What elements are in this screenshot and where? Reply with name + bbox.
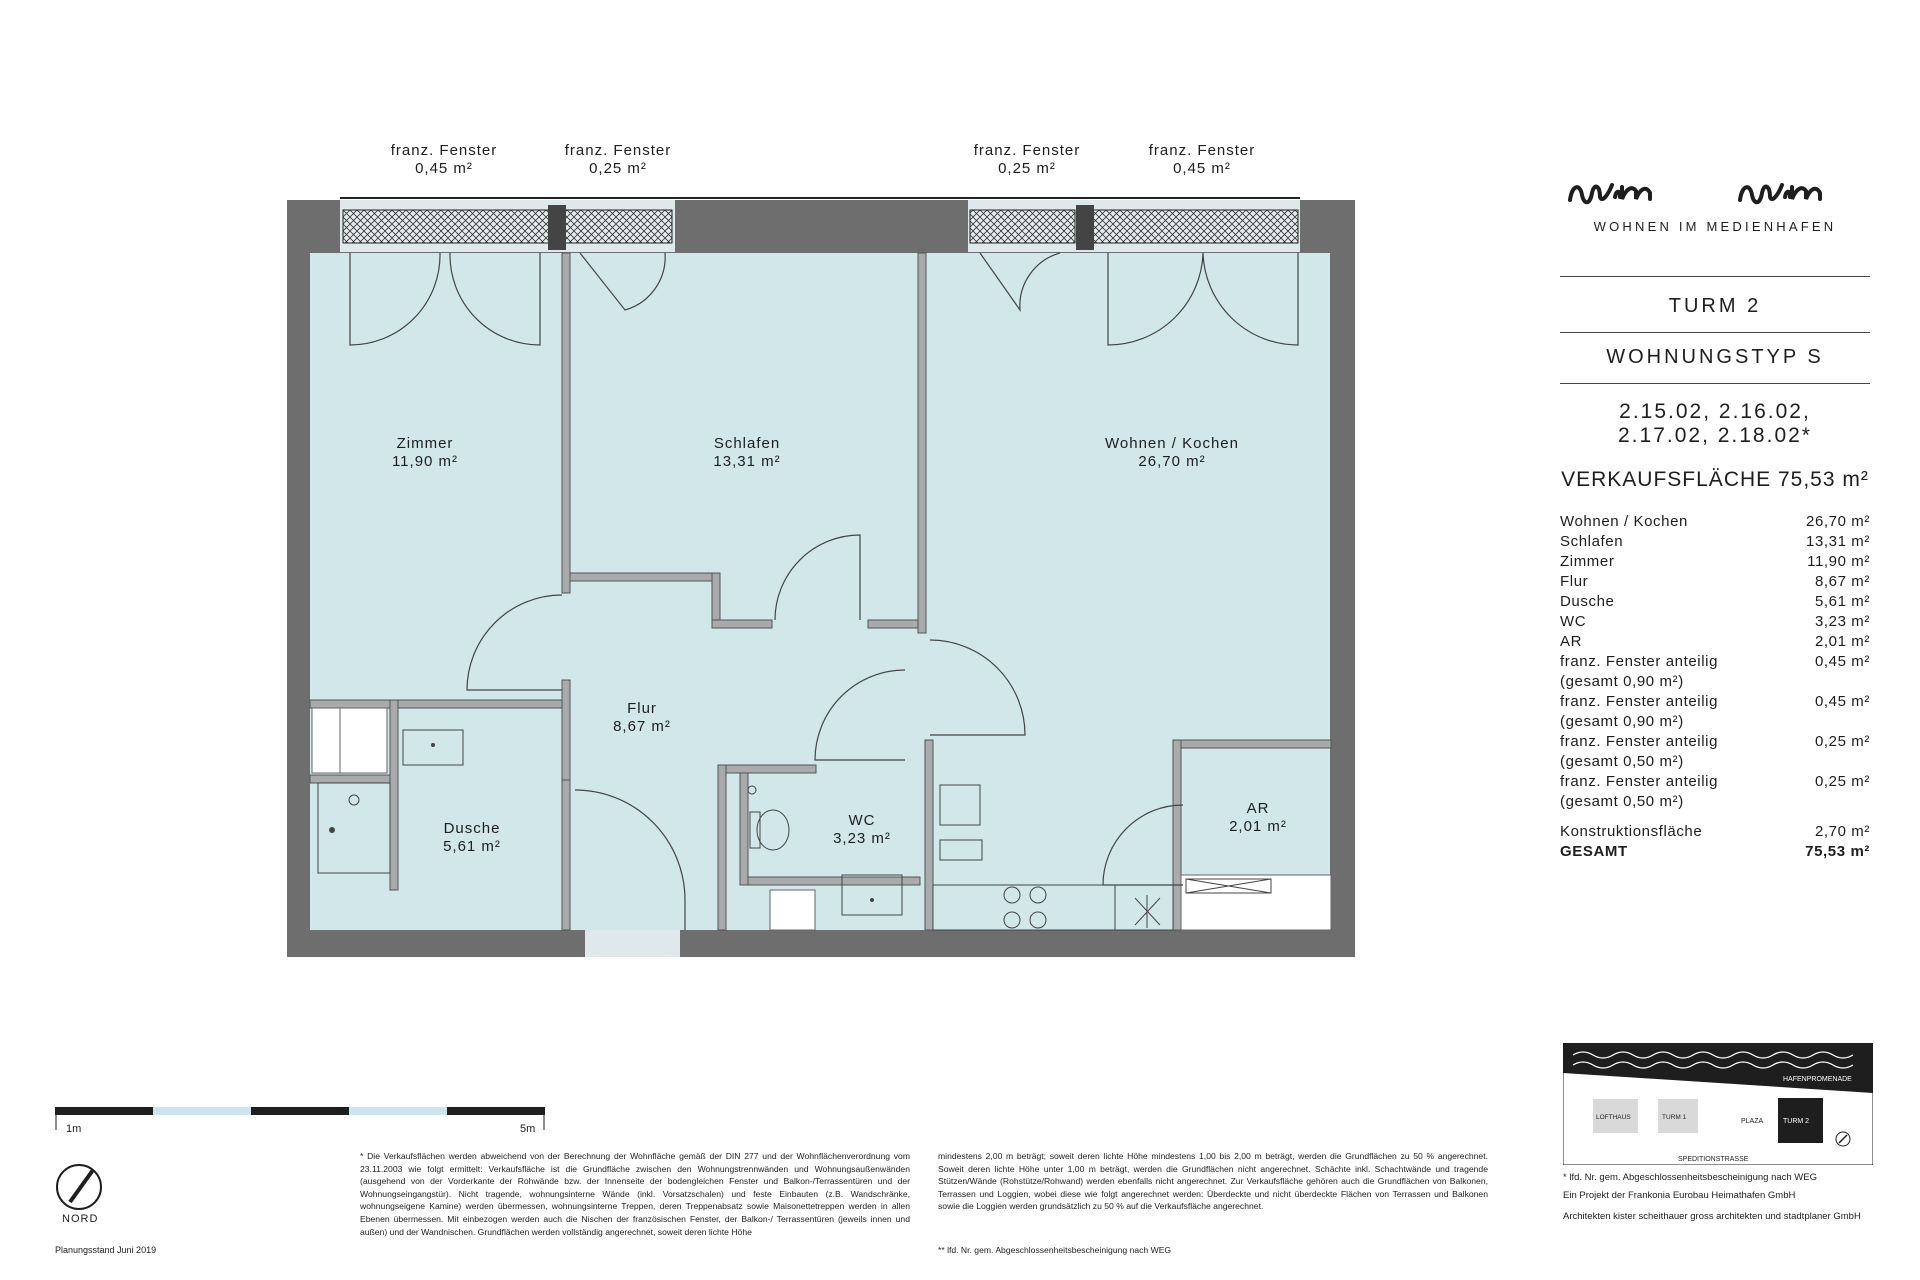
window-label-3: franz. Fenster 0,25 m² bbox=[973, 142, 1081, 177]
area-row bbox=[1560, 572, 1870, 592]
footnote-col2-note: ** lfd. Nr. gem. Abgeschlossenheitsbescheinigung nach WEG bbox=[938, 1245, 1172, 1255]
area-row bbox=[1560, 512, 1870, 532]
area-label: AR bbox=[1560, 633, 1583, 650]
area-label: franz. Fenster anteilig (gesamt 0,50 m²) bbox=[1560, 733, 1719, 770]
area-value: 0,25 m² bbox=[1814, 773, 1870, 790]
unit-numbers: 2.15.02, 2.16.02, 2.17.02, 2.18.02* bbox=[1618, 400, 1812, 447]
svg-text:SPEDITIONSTRASSE: SPEDITIONSTRASSE bbox=[1678, 1156, 1749, 1163]
room-wohnen: Wohnen / Kochen 26,70 m² bbox=[1105, 435, 1239, 470]
area-value: 2,01 m² bbox=[1814, 633, 1870, 650]
area-value: 0,45 m² bbox=[1814, 653, 1870, 670]
room-dusche: Dusche 5,61 m² bbox=[443, 820, 501, 855]
area-row bbox=[1560, 532, 1870, 552]
north-arrow-icon bbox=[57, 1165, 101, 1209]
info-panel bbox=[1560, 155, 1870, 862]
area-value: 13,31 m² bbox=[1806, 533, 1870, 550]
win-win-logo bbox=[1560, 155, 1870, 217]
area-value: 26,70 m² bbox=[1806, 513, 1870, 530]
area-label: Wohnen / Kochen bbox=[1560, 513, 1688, 530]
wall-zimmer-schlafen bbox=[562, 253, 570, 593]
apartment-type: WOHNUNGSTYP S bbox=[1606, 346, 1824, 368]
construction-row: Konstruktionsfläche 2,70 m² bbox=[1560, 823, 1870, 840]
wall-schlafen-wohnen bbox=[918, 253, 926, 633]
footnote-col2: mindestens 2,00 m beträgt; soweit deren lichte Höhe mindestens 1,00 bis 2,00 m beträgt, werden die Grundflächen zu 50 % angerechnet. Soweit deren lichte Höhe unter 1,00 m beträgt, werden die Grundflächen nicht angerechnet. Schächte inkl. Schachtwände und tragende Stützen/Wände (Rohstütze/Rohwand) werden ebenfalls nicht angerechnet. Zur Verkaufsfläche gehören auch die Grundflächen von Balkonen, Terrassen und Loggien, wobei diese wie folgt angerechnet werden: Überdeckte und nicht überdeckte Flächen von Terrassen und Balkonen sowie die Loggien werden grundsätzlich zu 50 % auf die Verkaufsfläche angerechnet. bbox=[938, 1151, 1488, 1212]
area-value: 3,23 m² bbox=[1814, 613, 1870, 630]
area-row bbox=[1560, 592, 1870, 612]
scale-end-label: 5m bbox=[520, 1123, 536, 1135]
svg-text:PLAZA: PLAZA bbox=[1741, 1118, 1764, 1125]
area-label: Zimmer bbox=[1560, 553, 1615, 570]
area-value: 8,67 m² bbox=[1814, 573, 1870, 590]
tagline: WOHNEN IM MEDIENHAFEN bbox=[1593, 219, 1837, 234]
svg-text:TURM 1: TURM 1 bbox=[1662, 1114, 1687, 1121]
area-label: franz. Fenster anteilig (gesamt 0,90 m²) bbox=[1560, 693, 1719, 730]
planning-date: Planungsstand Juni 2019 bbox=[55, 1245, 157, 1255]
north-label: NORD bbox=[62, 1213, 99, 1225]
area-label: franz. Fenster anteilig (gesamt 0,90 m²) bbox=[1560, 653, 1719, 690]
svg-text:LOFTHAUS: LOFTHAUS bbox=[1596, 1114, 1631, 1121]
area-label: franz. Fenster anteilig (gesamt 0,50 m²) bbox=[1560, 773, 1719, 810]
area-row bbox=[1560, 692, 1870, 732]
room-wc: WC 3,23 m² bbox=[833, 812, 891, 847]
window-label-4: franz. Fenster 0,45 m² bbox=[1148, 142, 1256, 177]
site-map bbox=[1563, 1043, 1873, 1165]
area-label: Dusche bbox=[1560, 593, 1615, 610]
area-value: 0,25 m² bbox=[1814, 733, 1870, 750]
area-row bbox=[1560, 652, 1870, 692]
area-value: 5,61 m² bbox=[1814, 593, 1870, 610]
scale-bar bbox=[55, 1107, 545, 1130]
scale-start-label: 1m bbox=[66, 1123, 82, 1135]
panel-notes: * lfd. Nr. gem. Abgeschlossenheitsbescheinigung nach WEG Ein Projekt der Frankonia Eurobau Heimathafen GmbH Architekten kister scheithauer gross architekten und stadtplaner GmbH bbox=[1563, 1172, 1861, 1222]
window-1 bbox=[343, 210, 550, 243]
window-4 bbox=[1080, 210, 1298, 243]
window-label-1: franz. Fenster 0,45 m² bbox=[390, 142, 498, 177]
room-ar: AR 2,01 m² bbox=[1229, 800, 1287, 835]
area-table bbox=[1560, 512, 1870, 862]
tower-label: TURM 2 bbox=[1668, 295, 1762, 317]
area-row bbox=[1560, 772, 1870, 812]
room-zimmer: Zimmer 11,90 m² bbox=[391, 435, 459, 470]
window-label-2: franz. Fenster 0,25 m² bbox=[564, 142, 672, 177]
svg-text:win win: win win bbox=[1715, 167, 1719, 168]
area-label: WC bbox=[1560, 613, 1587, 630]
area-row bbox=[1560, 732, 1870, 772]
area-row bbox=[1560, 632, 1870, 652]
svg-text:HAFENPROMENADE: HAFENPROMENADE bbox=[1783, 1076, 1852, 1083]
area-label: Schlafen bbox=[1560, 533, 1624, 550]
svg-text:TURM 2: TURM 2 bbox=[1783, 1118, 1810, 1125]
total-row: GESAMT 75,53 m² bbox=[1560, 843, 1870, 860]
area-label: Flur bbox=[1560, 573, 1589, 590]
window-3 bbox=[970, 210, 1075, 243]
area-row bbox=[1560, 612, 1870, 632]
area-value: 11,90 m² bbox=[1807, 553, 1870, 570]
window-2 bbox=[552, 210, 672, 243]
room-schlafen: Schlafen 13,31 m² bbox=[713, 435, 781, 470]
room-flur: Flur 8,67 m² bbox=[613, 700, 671, 735]
area-row bbox=[1560, 552, 1870, 572]
footnote-col1: * Die Verkaufsflächen werden abweichend von der Berechnung der Wohnfläche gemäß der DIN 277 und der Wohnflächenverordnung vom 23.11.2003 wie folgt ermittelt: Verkaufsfläche ist die Grundfläche zwischen den Wohnungstrennwänden und Wohnungsaußenwänden (ausgehend von der Vorderkante der Rohwände bzw. der Innenseite der bodengleichen Fenster und Balkon-/Terrassentüren und der Wohnungseingangstür). Nicht tragende, wohnungsinterne Wände (inkl. Vorsatzschalen) und feste Einbauten (z.B. Wandschränke, wohnungseigene Kamine) werden übermessen, wohnungsinterne Treppen, deren Treppenabsatz sowie Maisonettetreppen werden in allen Ebenen übermessen. Mit einbezogen werden auch die Nischen der französischen Fenster, der Balkon-/ Terrassentüren (jeweils innen und außen) und der Wandnischen. Grundflächen werden vollständig angerechnet, soweit deren lichte Höhe bbox=[360, 1151, 910, 1237]
sales-area: VERKAUFSFLÄCHE 75,53 m² bbox=[1561, 468, 1869, 491]
area-value: 0,45 m² bbox=[1814, 693, 1870, 710]
